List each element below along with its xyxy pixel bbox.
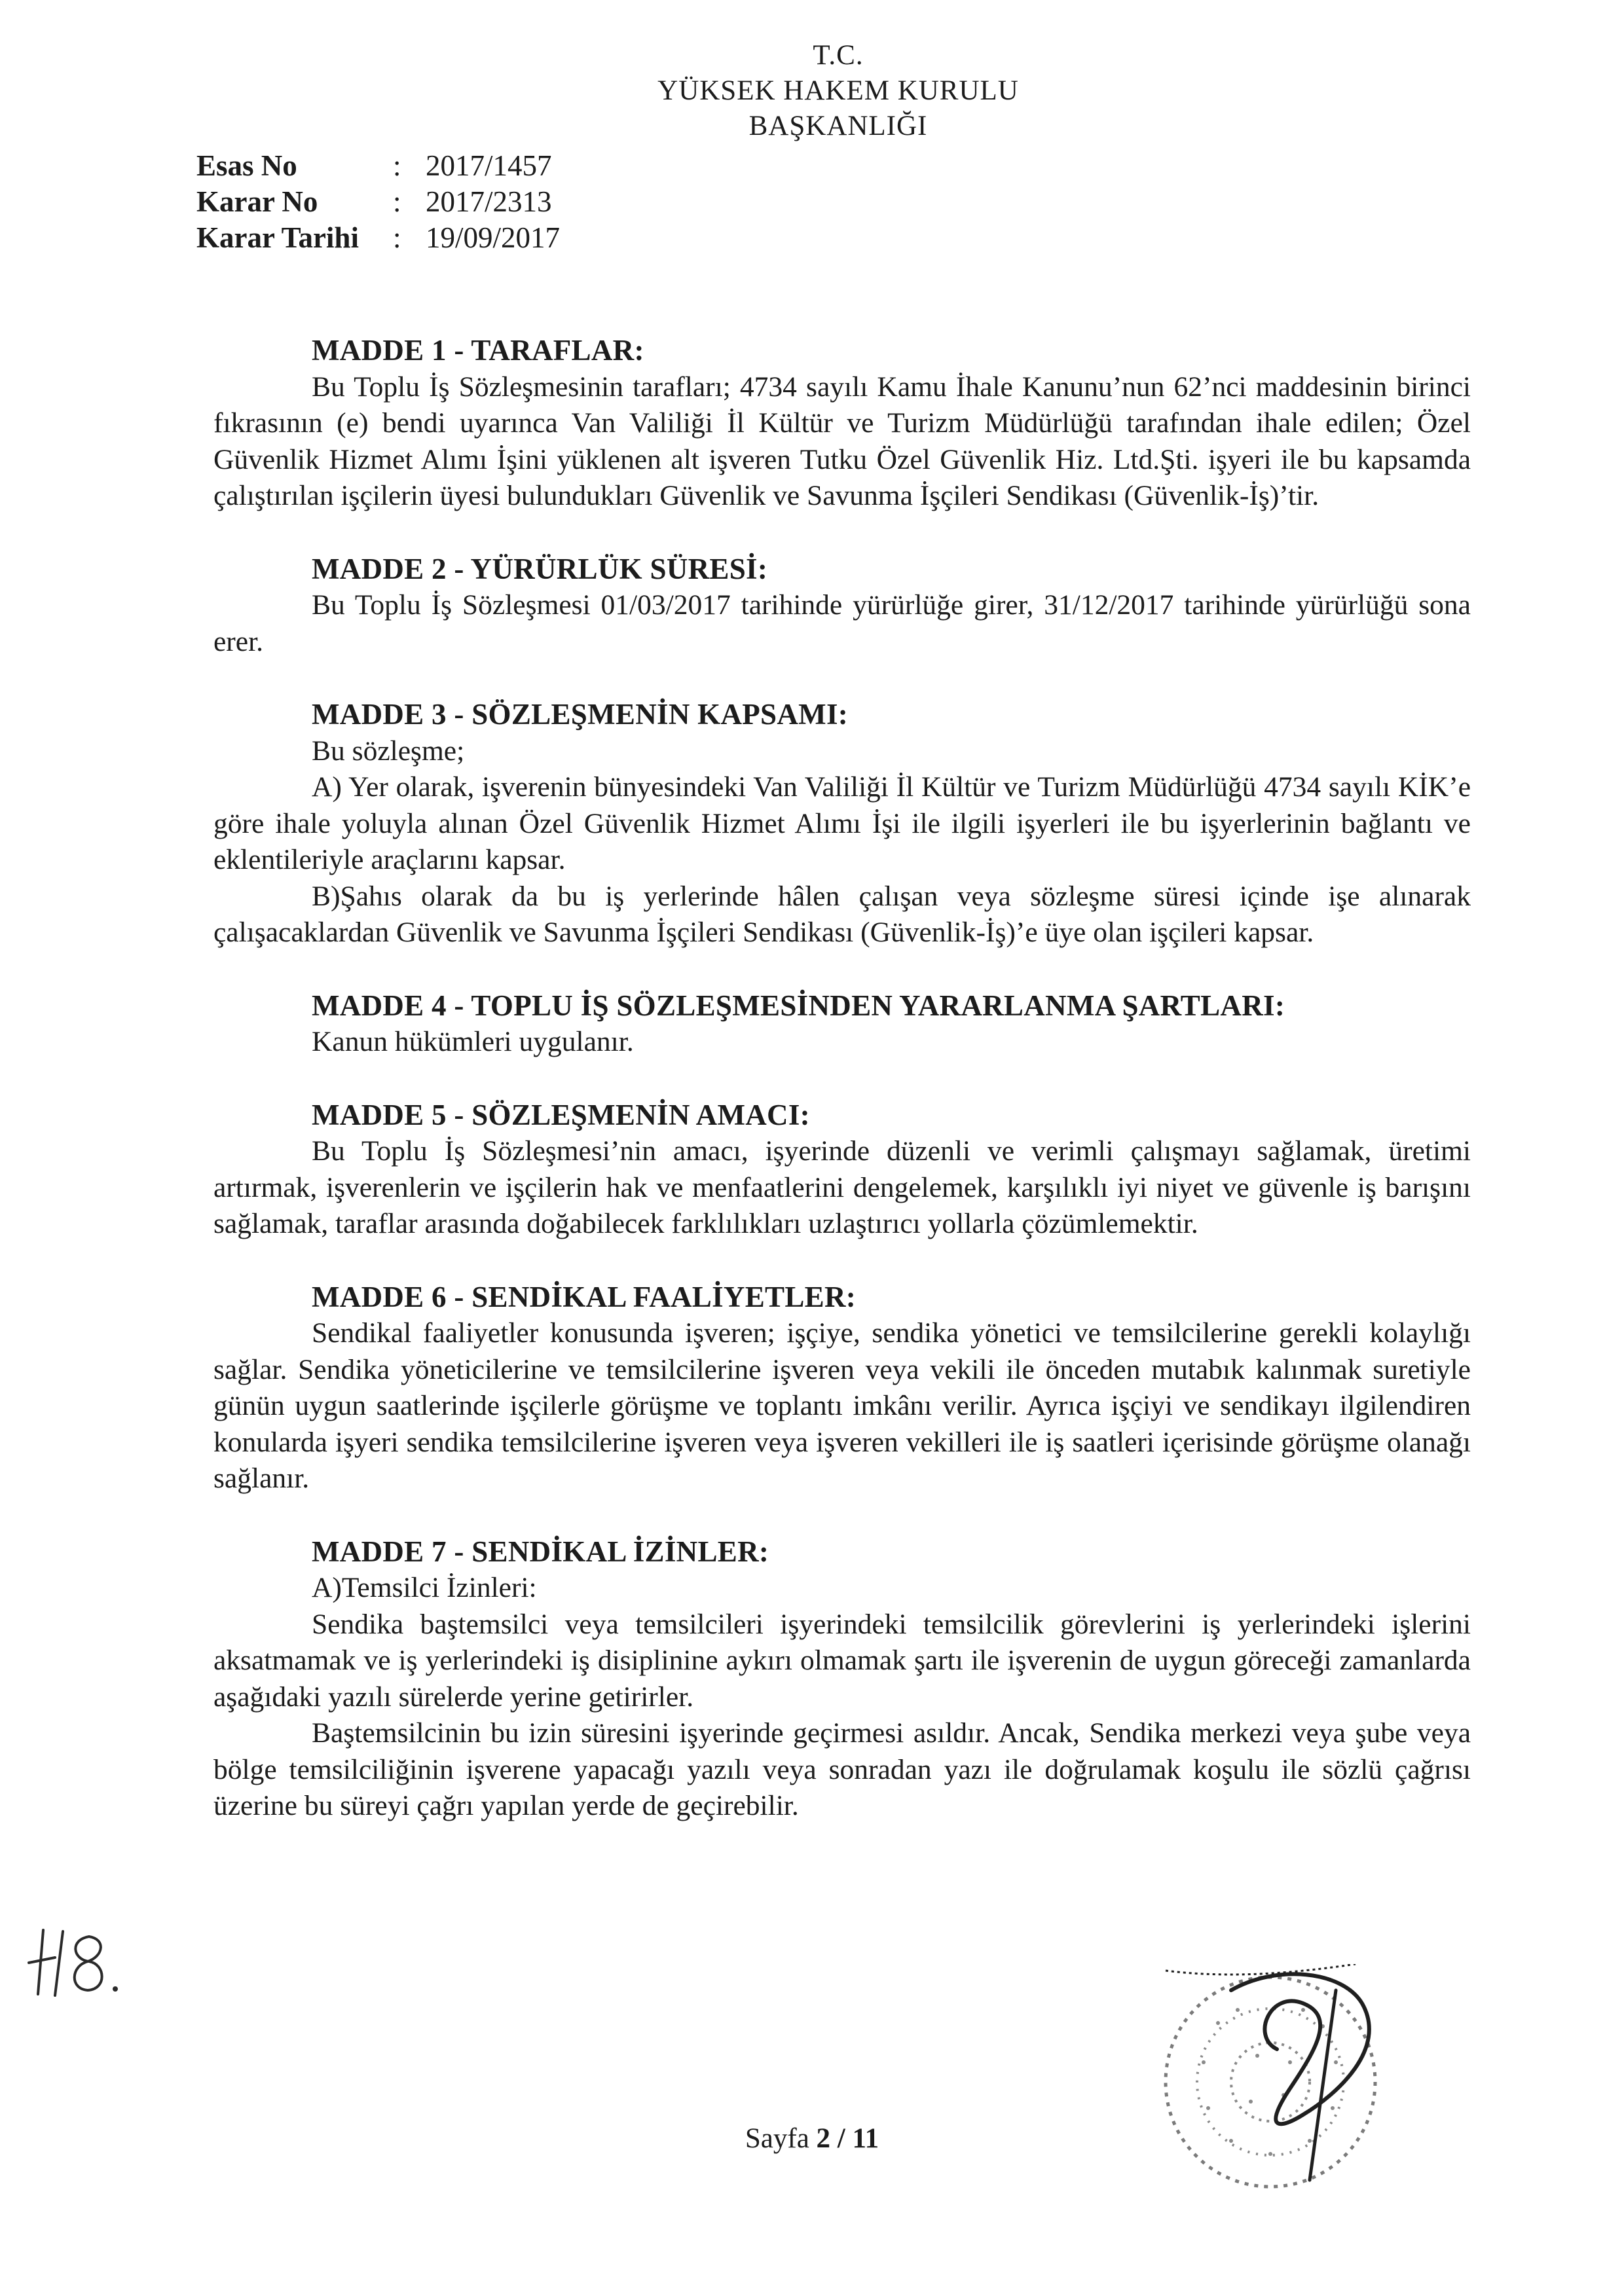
- case-info-row: [196, 184, 560, 220]
- case-info-row: [196, 220, 560, 256]
- institution-name-line2: BAŞKANLIĞI: [748, 111, 928, 141]
- page-label: Sayfa: [745, 2123, 809, 2154]
- case-info-row: [196, 148, 560, 184]
- article-heading: MADDE 7 - SENDİKAL İZİNLER:: [312, 1535, 769, 1568]
- article-heading: MADDE 6 - SENDİKAL FAALİYETLER:: [312, 1280, 857, 1313]
- article-heading: MADDE 2 - YÜRÜRLÜK SÜRESİ:: [312, 552, 768, 585]
- document-body: [213, 333, 1471, 1861]
- case-info-separator: :: [393, 221, 401, 254]
- case-info-separator: :: [393, 149, 401, 182]
- article-paragraph: Sendika baştemsilci veya temsilcileri işyerindeki temsilcilik görevlerini iş yerlerindeki işlerini aksatmamak ve iş yerlerindeki iş disiplinine aykırı olmamak şartı ile işverenin de uygun göreceği zamanlarda aşağıdaki yazılı sürelerde yerine getirirler.: [213, 1608, 1471, 1713]
- article-3: [213, 697, 1471, 951]
- article-paragraph: B)Şahıs olarak da bu iş yerlerinde hâlen çalışan veya sözleşme süresi içinde işe alınarak çalışacaklardan Güvenlik ve Savunma İşçileri Sendikası (Güvenlik-İş)’e üye olan işçileri kapsar.: [213, 880, 1471, 948]
- institution-header: [589, 38, 1087, 144]
- article-1: [213, 333, 1471, 515]
- article-paragraph: Sendikal faaliyetler konusunda işveren; işçiye, sendika yönetici ve temsilcilerine gerekli kolaylığı sağlar. Sendika yöneticilerine ve temsilcilerine işveren veya vekili ile önceden mutabık kalınmak suretiyle günün uygun saatlerinde işçilerle görüşme ve toplantı imkânı verilir. Ayrıca işçiyi ve sendikayı ilgilendiren konularda işyeri sendika temsilcilerine işveren veya işveren vekilleri ile iş saatleri içerisinde görüşme olanağı sağlanır.: [213, 1317, 1471, 1494]
- article-4: [213, 988, 1471, 1061]
- article-heading: MADDE 4 - TOPLU İŞ SÖZLEŞMESİNDEN YARARLANMA ŞARTLARI:: [312, 989, 1285, 1022]
- official-stamp: [1139, 1964, 1454, 2213]
- page-footer: [0, 2123, 1624, 2155]
- article-paragraph: A) Yer olarak, işverenin bünyesindeki Van Valiliği İl Kültür ve Turizm Müdürlüğü 4734 sayılı KİK’e göre ihale yoluyla alınan Özel Güvenlik Hizmet Alımı İşi ile ilgili işyerleri ile bu işyerlerinin bağlantı ve eklentileriyle araçlarını kapsar.: [213, 771, 1471, 875]
- article-paragraph: Kanun hükümleri uygulanır.: [312, 1026, 634, 1057]
- case-info-label: Karar Tarihi: [196, 221, 359, 254]
- article-heading: MADDE 5 - SÖZLEŞMENİN AMACI:: [312, 1098, 810, 1131]
- article-2: [213, 551, 1471, 661]
- case-info-value: 19/09/2017: [426, 221, 561, 254]
- article-6: [213, 1279, 1471, 1497]
- institution-name: YÜKSEK HAKEM KURULU: [657, 75, 1019, 106]
- article-5: [213, 1097, 1471, 1243]
- case-info-label: Esas No: [196, 149, 297, 182]
- case-info-separator: :: [393, 185, 401, 218]
- article-paragraph: Baştemsilcinin bu izin süresini işyerinde geçirmesi asıldır. Ancak, Sendika merkezi veya şube veya bölge temsilciliğinin işverene yapacağı yazılı veya sonradan yazı ile doğrulamak koşulu ile sözlü çağrısı üzerine bu süreyi çağrı yapılan yerde de geçirebilir.: [213, 1717, 1471, 1821]
- case-info: [196, 148, 560, 256]
- article-heading: MADDE 3 - SÖZLEŞMENİN KAPSAMI:: [312, 698, 849, 731]
- article-paragraph: Bu Toplu İş Sözleşmesi’nin amacı, işyerinde düzenli ve verimli çalışmayı sağlamak, üretimi artırmak, işverenlerin ve işçilerin hak ve menfaatlerini dengelemek, karşılıklı iyi niyet ve güvenle iş barışını sağlamak, taraflar arasında doğabilecek farklılıkları uzlaştırıcı yollarla çözümlemektir.: [213, 1135, 1471, 1239]
- article-paragraph: Bu sözleşme;: [312, 735, 465, 767]
- page-number: 2 / 11: [816, 2123, 879, 2154]
- handwritten-page-mark: [24, 1917, 128, 2002]
- article-7: [213, 1534, 1471, 1825]
- case-info-value: 2017/1457: [426, 149, 552, 182]
- case-info-label: Karar No: [196, 185, 318, 218]
- article-paragraph: Bu Toplu İş Sözleşmesinin tarafları; 4734 sayılı Kamu İhale Kanunu’nun 62’nci maddesinin birinci fıkrasının (e) bendi uyarınca Van Valiliği İl Kültür ve Turizm Müdürlüğü tarafından ihale edilen; Özel Güvenlik Hizmet Alımı İşini yüklenen alt işveren Tutku Özel Güvenlik Hiz. Ltd.Şti. işyeri ile bu kapsamda çalıştırılan işçilerin üyesi bulundukları Güvenlik ve Savunma İşçileri Sendikası (Güvenlik-İş)’tir.: [213, 371, 1471, 511]
- article-heading: MADDE 1 - TARAFLAR:: [312, 334, 644, 367]
- article-paragraph: Bu Toplu İş Sözleşmesi 01/03/2017 tarihinde yürürlüğe girer, 31/12/2017 tarihinde yürürlüğü sona erer.: [213, 589, 1471, 657]
- country-label: T.C.: [813, 40, 864, 71]
- article-subheading: A)Temsilci İzinleri:: [312, 1572, 537, 1603]
- case-info-value: 2017/2313: [426, 185, 552, 218]
